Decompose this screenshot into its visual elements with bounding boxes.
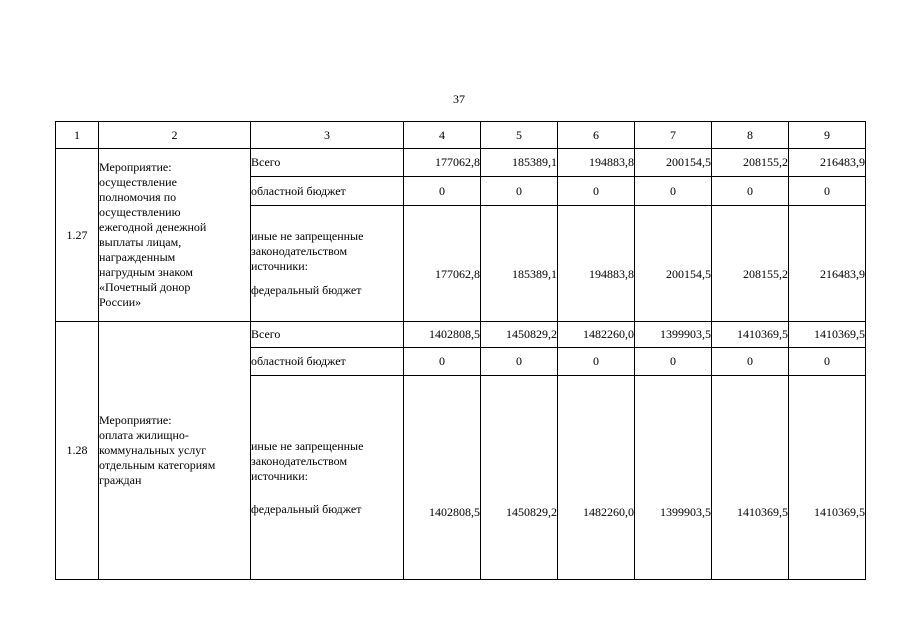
- regional-value: 0: [789, 177, 866, 206]
- total-value: 208155,2: [712, 149, 789, 177]
- total-label: Всего: [251, 149, 404, 177]
- federal-value: 208155,2: [712, 206, 789, 322]
- regional-value: 0: [712, 348, 789, 376]
- total-value: 177062,8: [404, 149, 481, 177]
- regional-value: 0: [481, 348, 558, 376]
- event-line: России»: [99, 295, 142, 309]
- federal-value: 177062,8: [404, 206, 481, 322]
- column-header: 3: [251, 122, 404, 149]
- federal-value: 1399903,5: [635, 376, 712, 580]
- total-label: Всего: [251, 322, 404, 348]
- event-line: Мероприятие:: [99, 160, 172, 174]
- regional-value: 0: [558, 348, 635, 376]
- other-sources: [251, 206, 404, 322]
- other-sources-line: источники:: [251, 259, 308, 273]
- column-header: 1: [56, 122, 99, 149]
- federal-value: 185389,1: [481, 206, 558, 322]
- federal-label: федеральный бюджет: [251, 501, 362, 516]
- event-line: выплаты лицам,: [99, 235, 182, 249]
- regional-label: областной бюджет: [251, 177, 404, 206]
- regional-value: 0: [404, 177, 481, 206]
- event-line: награжденным: [99, 250, 176, 264]
- regional-value: 0: [635, 177, 712, 206]
- budget-table: [55, 121, 866, 580]
- row-number: 1.28: [56, 322, 99, 580]
- event-line: нагрудным знаком: [99, 265, 194, 279]
- column-header: 2: [99, 122, 251, 149]
- total-value: 194883,8: [558, 149, 635, 177]
- column-header: 7: [635, 122, 712, 149]
- event-line: Мероприятие:: [99, 413, 172, 427]
- header-row: [56, 122, 866, 149]
- total-value: 185389,1: [481, 149, 558, 177]
- total-value: 1450829,2: [481, 322, 558, 348]
- page-number: 37: [453, 92, 465, 106]
- event-line: «Почетный донор: [99, 280, 191, 294]
- other-sources-line: законодательством: [251, 453, 348, 468]
- other-sources-line: иные не запрещенные: [251, 438, 364, 453]
- total-value: 1482260,0: [558, 322, 635, 348]
- other-sources-line: источники:: [251, 468, 308, 483]
- regional-value: 0: [558, 177, 635, 206]
- federal-value: 1410369,5: [789, 376, 866, 580]
- table-row: [56, 149, 866, 177]
- regional-label: областной бюджет: [251, 348, 404, 376]
- event-line: осуществлению: [99, 205, 181, 219]
- column-header: 4: [404, 122, 481, 149]
- row-number: 1.27: [56, 149, 99, 322]
- column-header: 6: [558, 122, 635, 149]
- other-sources-line: законодательством: [251, 244, 348, 258]
- total-value: 1399903,5: [635, 322, 712, 348]
- total-value: 200154,5: [635, 149, 712, 177]
- event-line: граждан: [99, 473, 142, 487]
- total-value: 1410369,5: [789, 322, 866, 348]
- other-sources-line: иные не запрещенные: [251, 229, 364, 243]
- total-value: 1402808,5: [404, 322, 481, 348]
- event-line: полномочия по: [99, 190, 177, 204]
- table-row: [56, 322, 866, 348]
- event-description: [99, 322, 251, 580]
- federal-value: 194883,8: [558, 206, 635, 322]
- regional-value: 0: [635, 348, 712, 376]
- event-line: коммунальных услуг: [99, 443, 207, 457]
- regional-value: 0: [404, 348, 481, 376]
- total-value: 1410369,5: [712, 322, 789, 348]
- regional-value: 0: [481, 177, 558, 206]
- federal-value: 1482260,0: [558, 376, 635, 580]
- regional-value: 0: [712, 177, 789, 206]
- regional-value: 0: [789, 348, 866, 376]
- event-description: [99, 149, 251, 322]
- federal-value: 1410369,5: [712, 376, 789, 580]
- event-line: отдельным категориям: [99, 458, 216, 472]
- federal-value: 1450829,2: [481, 376, 558, 580]
- federal-label: федеральный бюджет: [251, 283, 362, 297]
- other-sources: [251, 376, 404, 580]
- column-header: 5: [481, 122, 558, 149]
- federal-value: 1402808,5: [404, 376, 481, 580]
- event-line: оплата жилищно-: [99, 428, 189, 442]
- event-line: осуществление: [99, 175, 177, 189]
- event-line: ежегодной денежной: [99, 220, 207, 234]
- column-header: 9: [789, 122, 866, 149]
- federal-value: 200154,5: [635, 206, 712, 322]
- column-header: 8: [712, 122, 789, 149]
- total-value: 216483,9: [789, 149, 866, 177]
- federal-value: 216483,9: [789, 206, 866, 322]
